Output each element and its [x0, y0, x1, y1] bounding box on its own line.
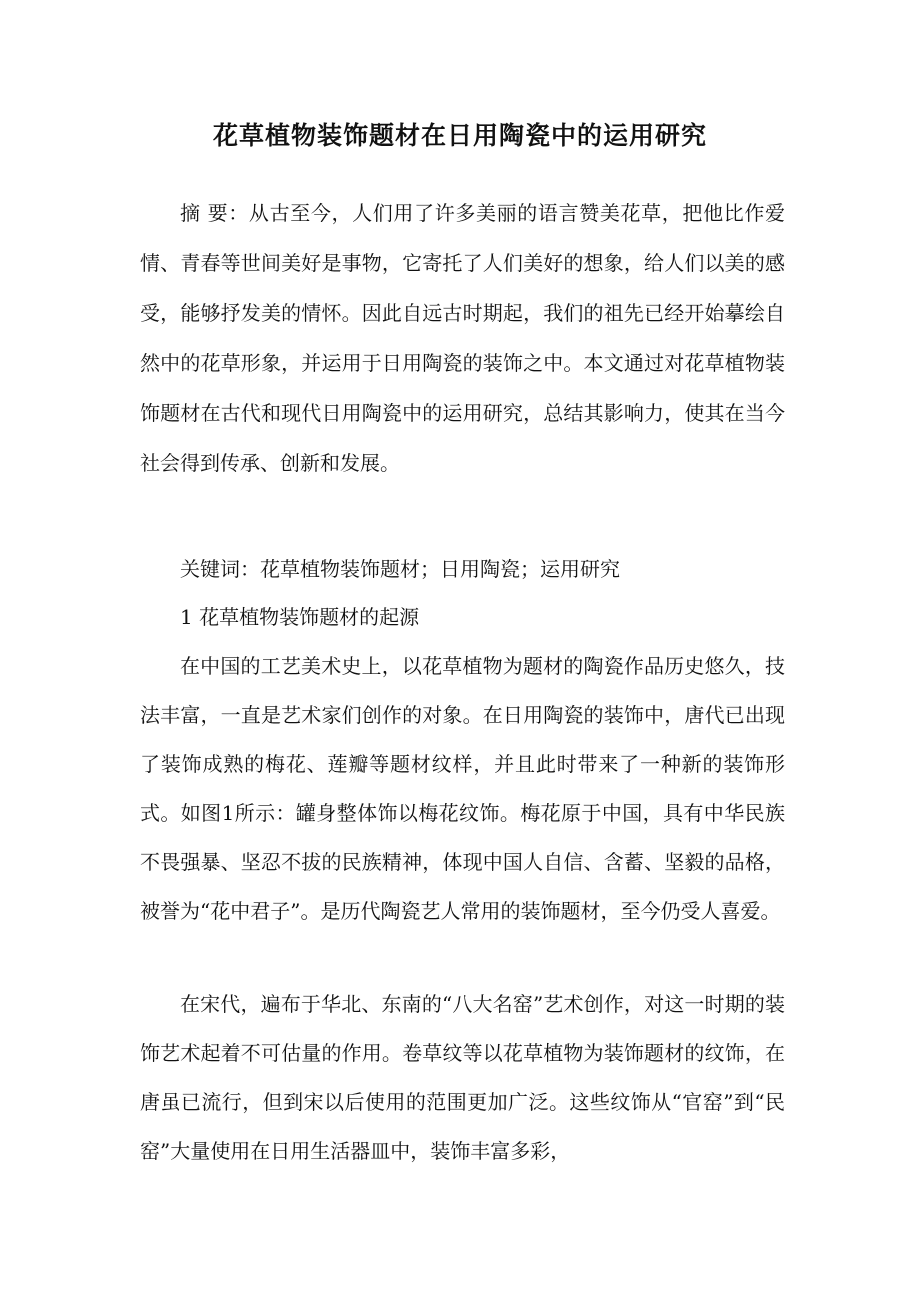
abstract-paragraph: 摘 要：从古至今，人们用了许多美丽的语言赞美花草，把他比作爱情、青春等世间美好是事物，它寄托了人们美好的想象，给人们以美的感受，能够抒发美的情怀。因此自远古时期起，我们的祖先已经开始摹绘自然中的花草形象，并运用于日用陶瓷的装饰之中。本文通过对花草植物装饰题材在古代和现代日用陶瓷中的运用研究，总结其影响力，使其在当今社会得到传承、创新和发展。 [140, 201, 785, 475]
keywords-line: 关键词：花草植物装饰题材；日用陶瓷；运用研究 [180, 557, 620, 581]
body-paragraph-1: 在中国的工艺美术史上，以花草植物为题材的陶瓷作品历史悠久，技法丰富，一直是艺术家们创作的对象。在日用陶瓷的装饰中，唐代已出现了装饰成熟的梅花、莲瓣等题材纹样，并且此时带来了一种新的装饰形式。如图1所示：罐身整体饰以梅花纹饰。梅花原于中国，具有中华民族不畏强暴、坚忍不拔的民族精神，体现中国人自信、含蓄、坚毅的品格，被誉为“花中君子”。是历代陶瓷艺人常用的装饰题材，至今仍受人喜爱。 [140, 654, 785, 923]
document-title: 花草植物装饰题材在日用陶瓷中的运用研究 [212, 121, 707, 150]
section-heading: 1 花草植物装饰题材的起源 [180, 605, 420, 629]
body-paragraph-2: 在宋代，遍布于华北、东南的“八大名窑”艺术创作，对这一时期的装饰艺术起着不可估量的作用。卷草纹等以花草植物为装饰题材的纹饰，在唐虽已流行，但到宋以后使用的范围更加广泛。这些纹饰从“官窑”到“民窑”大量使用在日用生活器皿中，装饰丰富多彩， [140, 992, 785, 1163]
